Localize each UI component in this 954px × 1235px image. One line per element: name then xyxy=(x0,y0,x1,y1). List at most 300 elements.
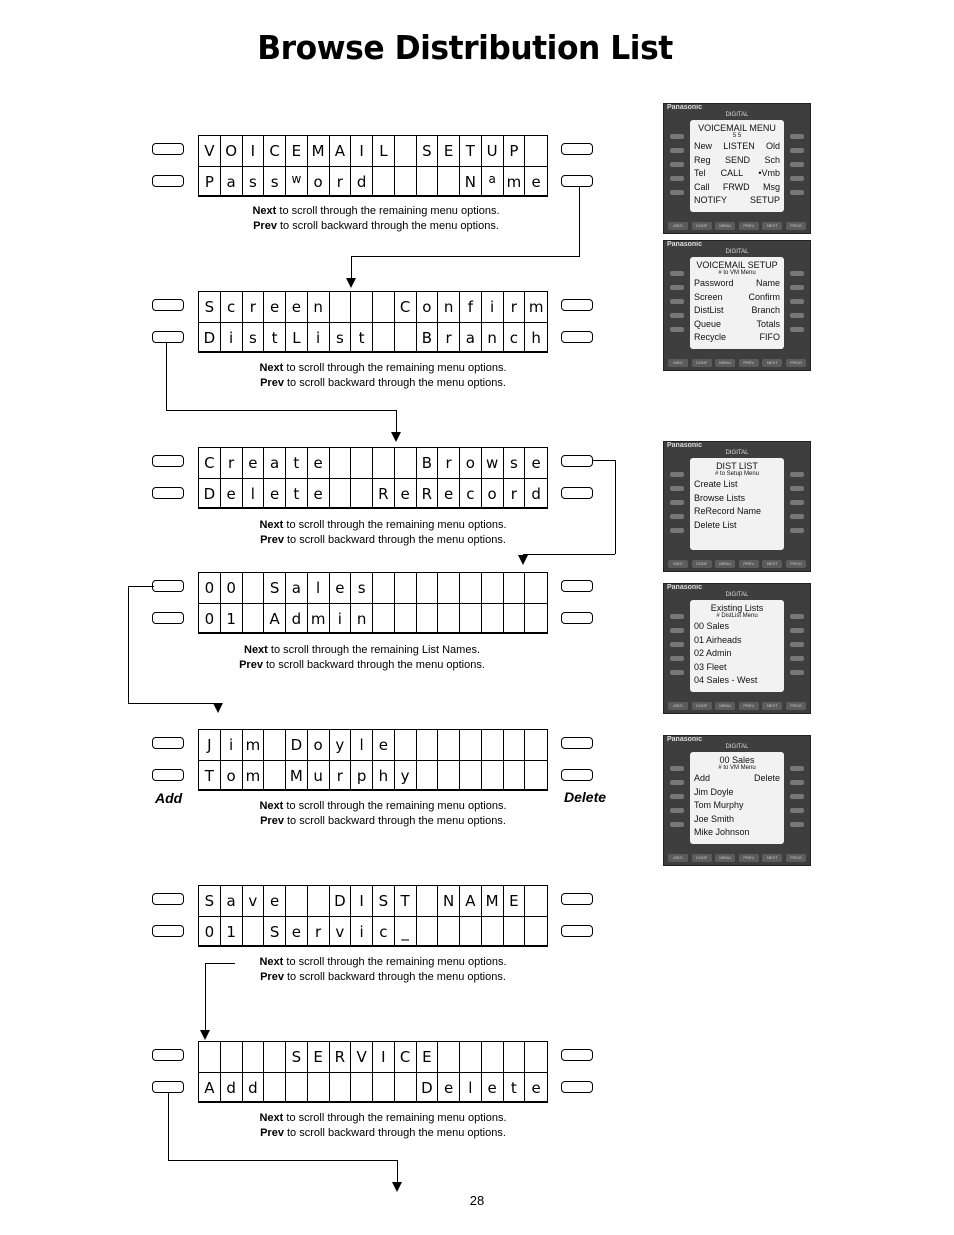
lcd-cell: D xyxy=(286,730,308,760)
phone-left-button xyxy=(670,176,684,181)
lcd-cell xyxy=(417,167,439,197)
lcd-cell xyxy=(395,1073,417,1103)
phone-left-button xyxy=(670,271,684,276)
lcd-cell: S xyxy=(264,573,286,603)
phone-brand: Panasonic xyxy=(667,442,703,449)
phone-left-button xyxy=(670,528,684,533)
lcd-cell xyxy=(525,761,547,791)
phone-screen-row xyxy=(694,331,780,345)
lcd-cell: S xyxy=(417,136,439,166)
phone-screen-row xyxy=(694,647,780,661)
phone-function-keys xyxy=(668,222,806,230)
lcd-cell: E xyxy=(308,1042,330,1072)
lcd-cell: 0 xyxy=(199,917,221,947)
lcd-cell: C xyxy=(395,1042,417,1072)
phone-function-key: PROG xyxy=(786,359,806,367)
lcd-cell: l xyxy=(460,1073,482,1103)
phone-screen-item: 02 Admin xyxy=(694,648,732,658)
lcd-cell: T xyxy=(395,886,417,916)
phone-left-button xyxy=(670,162,684,167)
lcd-row xyxy=(199,292,547,322)
phone-left-button xyxy=(670,285,684,290)
lcd-display xyxy=(198,135,548,197)
lcd-cell: e xyxy=(264,479,286,509)
lcd-cell: e xyxy=(264,292,286,322)
left-soft-key[interactable] xyxy=(152,143,184,155)
phone-left-button xyxy=(670,614,684,619)
next-key-label: Next xyxy=(259,956,284,968)
phone-screen-item: Old xyxy=(765,141,780,151)
phone-screen-item: CALL xyxy=(720,168,744,178)
lcd-cell xyxy=(373,448,395,478)
lcd-cell: T xyxy=(199,761,221,791)
right-soft-key[interactable] xyxy=(561,455,593,467)
left-soft-key[interactable] xyxy=(152,1049,184,1061)
lcd-cell: A xyxy=(330,136,352,166)
lcd-cell xyxy=(417,917,439,947)
right-soft-key[interactable] xyxy=(561,1081,593,1093)
phone-screen-subtitle: # to VM Menu xyxy=(718,765,756,771)
lcd-cell: E xyxy=(417,1042,439,1072)
phone-left-button xyxy=(670,628,684,633)
phone-screen-item: LISTEN xyxy=(723,141,755,151)
phone-left-button xyxy=(670,656,684,661)
lcd-cell: l xyxy=(351,730,373,760)
left-soft-key[interactable] xyxy=(152,331,184,343)
lcd-cell: C xyxy=(264,136,286,166)
instruction-text xyxy=(173,518,593,548)
lcd-cell xyxy=(395,136,417,166)
phone-screen-item: 04 Sales - West xyxy=(694,675,758,685)
instruction-text xyxy=(166,204,586,234)
lcd-cell xyxy=(482,573,504,603)
right-soft-key[interactable] xyxy=(561,143,593,155)
lcd-cell: d xyxy=(531,485,541,503)
lcd-cell xyxy=(417,730,439,760)
phone-screen-item: SETUP xyxy=(749,195,780,205)
lcd-cell xyxy=(330,1073,352,1103)
lcd-cell: e xyxy=(286,917,308,947)
phone-screen-item: Sch xyxy=(764,154,780,165)
lcd-cell: e xyxy=(531,1079,541,1097)
lcd-cell xyxy=(264,1073,286,1103)
phone-left-button xyxy=(670,808,684,813)
lcd-cell: N xyxy=(460,167,482,197)
lcd-row xyxy=(199,760,547,791)
lcd-cell: d xyxy=(286,604,308,634)
phone-screen-row xyxy=(694,826,780,840)
lcd-cell xyxy=(351,448,373,478)
lcd-cell xyxy=(460,573,482,603)
phone-screen-item: 03 Fleet xyxy=(694,661,727,672)
lcd-cell xyxy=(482,1042,504,1072)
phone-left-button xyxy=(670,794,684,799)
phone-screen-item: FRWD xyxy=(722,181,750,192)
lcd-cell: R xyxy=(373,479,395,509)
prev-key-label: Prev xyxy=(260,534,284,546)
prev-description: to scroll backward through the menu options. xyxy=(283,377,506,389)
lcd-cell: A xyxy=(460,886,482,916)
phone-screen-row xyxy=(694,140,780,154)
lcd-cell: V xyxy=(351,1042,373,1072)
lcd-cell: I xyxy=(373,1042,395,1072)
lcd-cell xyxy=(460,917,482,947)
lcd-cell: i xyxy=(351,917,373,947)
phone-right-button xyxy=(790,190,804,195)
lcd-cell: R xyxy=(417,479,439,509)
lcd-cell: d xyxy=(221,1073,243,1103)
phone-function-key: PREV xyxy=(739,560,759,568)
lcd-cell: o xyxy=(308,167,330,197)
lcd-cell: r xyxy=(330,167,352,197)
phone-digital-label: DIGITAL xyxy=(725,450,749,456)
lcd-cell xyxy=(243,917,265,947)
lcd-cell: m xyxy=(308,604,330,634)
phone-right-button xyxy=(790,285,804,290)
phone-function-key: CONF xyxy=(692,560,712,568)
lcd-cell xyxy=(460,730,482,760)
lcd-cell xyxy=(438,573,460,603)
prev-description: to scroll backward through the menu options. xyxy=(276,220,499,232)
phone-right-button xyxy=(790,642,804,647)
lcd-cell xyxy=(199,1042,221,1072)
lcd-row xyxy=(199,916,547,947)
lcd-cell: t xyxy=(504,1073,526,1103)
lcd-cell: e xyxy=(482,1073,504,1103)
lcd-cell: r xyxy=(438,323,460,353)
lcd-cell: u xyxy=(308,761,330,791)
prev-key-label: Prev xyxy=(260,815,284,827)
lcd-cell: s xyxy=(243,323,265,353)
lcd-cell: i xyxy=(221,730,243,760)
lcd-cell xyxy=(395,167,417,197)
phone-screen-item: Delete xyxy=(753,773,780,783)
lcd-row xyxy=(199,136,547,166)
phone-screen-item: Branch xyxy=(751,305,780,315)
phone-screen-item: ReRecord Name xyxy=(694,506,762,516)
instruction-text xyxy=(152,643,572,673)
phone-screen-row xyxy=(694,181,780,195)
phone-right-button xyxy=(790,780,804,785)
phone-screen-item: Recycle xyxy=(694,332,727,342)
left-soft-key[interactable] xyxy=(152,299,184,311)
prev-description: to scroll backward through the menu options. xyxy=(283,1127,506,1139)
prev-description: to scroll backward through the menu options. xyxy=(283,534,506,546)
lcd-cell: i xyxy=(308,323,330,353)
next-key-label: Next xyxy=(259,362,284,374)
phone-screen-item: Name xyxy=(755,278,780,288)
phone-screen-title: Existing Lists xyxy=(710,603,764,613)
prev-key-label: Prev xyxy=(253,220,277,232)
phone-left-button xyxy=(670,313,684,318)
phone-function-key: PROG xyxy=(786,854,806,862)
lcd-cell: I xyxy=(351,136,373,166)
lcd-cell: r xyxy=(221,448,243,478)
next-description: to scroll through the remaining menu options. xyxy=(283,519,507,531)
lcd-cell: p xyxy=(351,761,373,791)
lcd-cell xyxy=(308,886,330,916)
phone-screen-row xyxy=(694,154,780,168)
lcd-cell xyxy=(395,730,417,760)
lcd-cell: M xyxy=(286,761,308,791)
lcd-cell: s xyxy=(351,573,373,603)
lcd-cell: r xyxy=(243,292,265,322)
phone-function-key: NEXT xyxy=(762,702,782,710)
phone-function-key: MSG xyxy=(668,560,688,568)
prev-description: to scroll backward through the menu options. xyxy=(283,971,506,983)
lcd-cell: a xyxy=(221,167,243,197)
left-soft-key[interactable] xyxy=(152,487,184,499)
lcd-cell: n xyxy=(308,292,330,322)
lcd-cell xyxy=(417,886,439,916)
left-soft-key[interactable] xyxy=(152,612,184,624)
phone-screen-row xyxy=(694,505,780,519)
lcd-cell: t xyxy=(351,323,373,353)
right-soft-key[interactable] xyxy=(561,299,593,311)
left-soft-key[interactable] xyxy=(152,580,184,592)
phone-left-button xyxy=(670,190,684,195)
phone-digital-label: DIGITAL xyxy=(725,744,749,750)
lcd-cell xyxy=(525,730,547,760)
right-soft-key[interactable] xyxy=(561,925,593,937)
lcd-cell xyxy=(460,1042,482,1072)
lcd-cell xyxy=(264,761,286,791)
next-description: to scroll through the remaining menu options. xyxy=(283,1112,507,1124)
phone-function-key: CONF xyxy=(692,702,712,710)
phone-brand: Panasonic xyxy=(667,736,703,743)
lcd-cell: P xyxy=(199,167,221,197)
add-soft-label: Add xyxy=(155,790,183,806)
phone-left-button xyxy=(670,134,684,139)
lcd-cell: o xyxy=(221,761,243,791)
lcd-cell xyxy=(525,886,547,916)
right-soft-key[interactable] xyxy=(561,331,593,343)
lcd-cell: m xyxy=(504,167,526,197)
right-soft-key[interactable] xyxy=(561,175,593,187)
phone-right-button xyxy=(790,313,804,318)
phone-screen-row xyxy=(694,194,780,208)
lcd-cell: o xyxy=(417,292,439,322)
phone-function-keys xyxy=(668,854,806,862)
phone-left-button xyxy=(670,822,684,827)
lcd-cell xyxy=(438,1042,460,1072)
lcd-cell xyxy=(373,573,395,603)
lcd-cell xyxy=(438,604,460,634)
left-soft-key[interactable] xyxy=(152,175,184,187)
lcd-cell xyxy=(373,604,395,634)
next-description: to scroll through the remaining menu options. xyxy=(283,800,507,812)
right-soft-key[interactable] xyxy=(561,487,593,499)
phone-screen-item: Password xyxy=(694,278,734,288)
phone-function-key: PREV xyxy=(739,359,759,367)
lcd-cell xyxy=(395,604,417,634)
phone-screen-row xyxy=(694,786,780,800)
instruction-text xyxy=(173,361,593,391)
lcd-cell xyxy=(482,730,504,760)
next-description: to scroll through the remaining List Names. xyxy=(267,644,480,656)
lcd-cell xyxy=(504,573,526,603)
lcd-cell: S xyxy=(286,1042,308,1072)
lcd-cell: i xyxy=(330,604,352,634)
lcd-row xyxy=(199,166,547,197)
phone-right-button xyxy=(790,628,804,633)
lcd-cell: S xyxy=(264,917,286,947)
lcd-cell: r xyxy=(438,448,460,478)
lcd-cell: i xyxy=(482,292,504,322)
phone-left-button xyxy=(670,766,684,771)
phone-screen-item: Tom Murphy xyxy=(694,800,744,810)
phone-screen-title: 00 Sales xyxy=(719,755,755,765)
left-soft-key[interactable] xyxy=(152,925,184,937)
phone-screen-item: 01 Airheads xyxy=(694,634,742,645)
lcd-cell: s xyxy=(243,167,265,197)
lcd-cell xyxy=(417,573,439,603)
phone-screen-row xyxy=(694,277,780,291)
lcd-cell: y xyxy=(395,761,417,791)
phone-display-photo xyxy=(663,735,811,866)
lcd-cell: d xyxy=(243,1073,265,1103)
next-key-label: Next xyxy=(259,1112,284,1124)
lcd-cell: o xyxy=(482,479,504,509)
lcd-cell: V xyxy=(199,136,221,166)
lcd-cell: t xyxy=(286,479,308,509)
lcd-cell: R xyxy=(330,1042,352,1072)
instruction-text xyxy=(173,799,593,829)
lcd-cell: m xyxy=(243,761,265,791)
lcd-cell: S xyxy=(199,886,221,916)
lcd-cell: e xyxy=(308,479,330,509)
lcd-cell: M xyxy=(308,136,330,166)
phone-left-button xyxy=(670,500,684,505)
lcd-cell xyxy=(438,730,460,760)
phone-function-key: PREV xyxy=(739,854,759,862)
phone-right-button xyxy=(790,808,804,813)
phone-screen-row xyxy=(694,291,780,305)
page-title: Browse Distribution List xyxy=(257,28,673,67)
phone-left-button xyxy=(670,472,684,477)
phone-function-keys xyxy=(668,560,806,568)
lcd-row xyxy=(199,322,547,353)
phone-screen-item: Add xyxy=(694,773,711,783)
lcd-cell: c xyxy=(460,479,482,509)
phone-screen-row xyxy=(694,167,780,181)
phone-left-button xyxy=(670,514,684,519)
right-soft-key[interactable] xyxy=(561,769,593,781)
phone-brand: Panasonic xyxy=(667,241,703,248)
prev-key-label: Prev xyxy=(239,659,263,671)
prev-key-label: Prev xyxy=(260,377,284,389)
phone-right-button xyxy=(790,327,804,332)
phone-right-button xyxy=(790,766,804,771)
lcd-cell xyxy=(330,448,352,478)
phone-screen-item: 00 Sales xyxy=(694,621,730,631)
phone-function-key: NEXT xyxy=(762,854,782,862)
lcd-cell: t xyxy=(286,448,308,478)
lcd-cell: e xyxy=(243,448,265,478)
lcd-cell: i xyxy=(221,323,243,353)
phone-display-photo xyxy=(663,583,811,714)
phone-right-button xyxy=(790,822,804,827)
phone-screen-item: Joe Smith xyxy=(694,813,735,824)
phone-screen-item: Queue xyxy=(694,318,722,329)
lcd-cell: _ xyxy=(395,917,417,947)
lcd-cell xyxy=(525,917,547,947)
lcd-cell: m xyxy=(528,298,544,316)
phone-left-button xyxy=(670,299,684,304)
right-soft-key[interactable] xyxy=(561,893,593,905)
phone-left-button xyxy=(670,148,684,153)
lcd-cell: E xyxy=(504,886,526,916)
left-soft-key[interactable] xyxy=(152,455,184,467)
phone-function-key: PREV xyxy=(739,222,759,230)
lcd-cell xyxy=(373,167,395,197)
lcd-cell: E xyxy=(438,136,460,166)
phone-screen-subtitle: # DistList Menu xyxy=(716,613,758,619)
phone-screen-item: DistList xyxy=(694,305,724,315)
left-soft-key[interactable] xyxy=(152,737,184,749)
phone-function-key: PREV xyxy=(739,702,759,710)
lcd-cell: D xyxy=(199,479,221,509)
lcd-cell: O xyxy=(221,136,243,166)
phone-screen-title: VOICEMAIL MENU xyxy=(698,123,776,133)
phone-screen-row xyxy=(694,519,780,533)
lcd-cell: L xyxy=(286,323,308,353)
lcd-cell xyxy=(351,292,373,322)
lcd-cell: h xyxy=(373,761,395,791)
left-soft-key[interactable] xyxy=(152,769,184,781)
lcd-cell: T xyxy=(460,136,482,166)
lcd-cell: e xyxy=(531,173,541,191)
instruction-text xyxy=(173,955,593,985)
right-soft-key[interactable] xyxy=(561,737,593,749)
lcd-cell: C xyxy=(395,292,417,322)
lcd-cell: o xyxy=(308,730,330,760)
phone-brand: Panasonic xyxy=(667,584,703,591)
phone-screen-item: Browse Lists xyxy=(694,492,746,503)
right-soft-key[interactable] xyxy=(561,612,593,624)
lcd-cell: e xyxy=(438,479,460,509)
right-soft-key[interactable] xyxy=(561,580,593,592)
lcd-cell xyxy=(243,1042,265,1072)
lcd-cell: N xyxy=(438,886,460,916)
lcd-cell: S xyxy=(373,886,395,916)
phone-function-key: MSG xyxy=(668,359,688,367)
phone-function-key: NEXT xyxy=(762,560,782,568)
page-number: 28 xyxy=(469,1193,485,1208)
lcd-cell: B xyxy=(417,323,439,353)
phone-right-button xyxy=(790,614,804,619)
phone-screen-subtitle: # to Setup Menu xyxy=(714,471,760,477)
lcd-cell: D xyxy=(199,323,221,353)
lcd-cell: e xyxy=(373,730,395,760)
phone-function-key: PROG xyxy=(786,222,806,230)
lcd-cell: r xyxy=(504,292,526,322)
right-soft-key[interactable] xyxy=(561,1049,593,1061)
lcd-cell: y xyxy=(330,730,352,760)
lcd-cell xyxy=(482,761,504,791)
left-soft-key[interactable] xyxy=(152,893,184,905)
lcd-cell xyxy=(438,761,460,791)
lcd-cell: v xyxy=(330,917,352,947)
lcd-cell: e xyxy=(330,573,352,603)
lcd-cell: e xyxy=(531,454,541,472)
lcd-row xyxy=(199,1042,547,1072)
lcd-cell xyxy=(504,604,526,634)
phone-screen xyxy=(690,752,784,844)
phone-screen-subtitle: # to VM Menu xyxy=(718,270,756,276)
phone-screen-item: Jim Doyle xyxy=(694,786,734,797)
lcd-row xyxy=(199,886,547,916)
